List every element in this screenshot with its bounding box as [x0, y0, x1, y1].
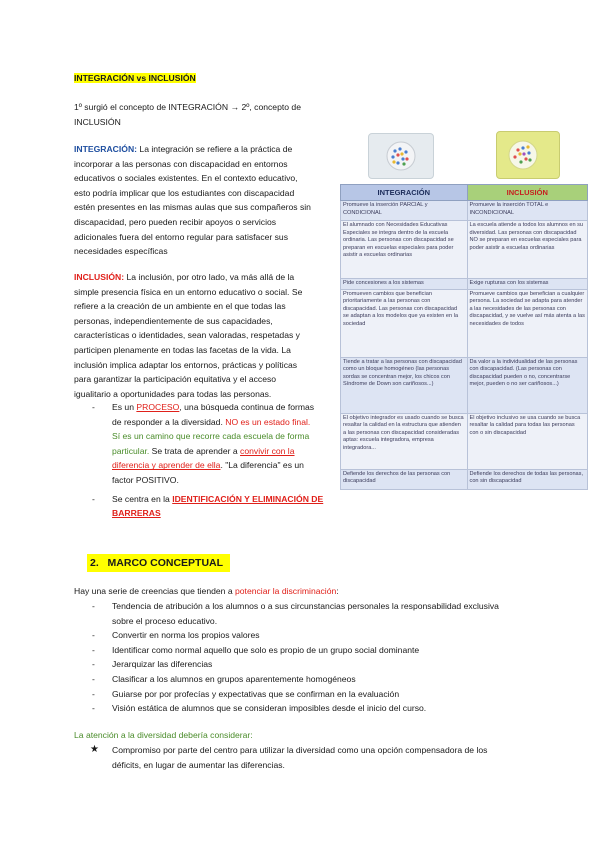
- table-header-integracion: INTEGRACIÓN: [341, 185, 468, 201]
- table-row: Defiende los derechos de las personas con discapacidad Defiende los derechos de todas las personas, con sin discapacidad: [341, 469, 588, 489]
- star-icon: ★: [90, 744, 99, 755]
- table-row: Pide concesiones a los sistemas Exige rupturas con los sistemas: [341, 279, 588, 290]
- inclusion-paragraph: INCLUSIÓN: La inclusión, por otro lado, va más allá de la simple presencia física en un entorno educativo o social. Se refiere a la creación de un ambiente en el que todas las personas, independientemente de sus capacidades, características o identidades, sean valoradas, respetadas y participen plenamente en todas las facetas de la vida. La inclusión implica adaptar los entornos, prácticas y políticas para garantizar la participación equitativa y el acceso igualitario a oportunidades para todas las personas.: [74, 272, 303, 399]
- creencias-list: [90, 599, 580, 716]
- inclusion-bullets: [90, 400, 330, 521]
- list-item: - Guiarse por por profecías y expectativas que se confirman en la evaluación: [92, 688, 400, 699]
- intro-paragraph: 1º surgió el concepto de INTEGRACIÓN → 2º, concepto de INCLUSIÓN: [74, 102, 301, 127]
- list-item: - Tendencia de atribución a los alumnos o a sus circunstancias personales la responsabilidad exclusiva sobre el proceso educativo.: [92, 601, 499, 626]
- table-row: Promueven cambios que benefician prioritariamente a las personas con discapacidad. Las personas con discapacidad se adaptan a los modelos que ya existen en la sociedad Promueve cambios que benefician a cualquier persona. La sociedad se adapta para atender a las necesidades de las personas con discapacidad, y se vuelve así más atenta a las necesidades de todos: [341, 289, 588, 357]
- creencias-intro: Hay una serie de creencias que tienden a potenciar la discriminación:: [74, 586, 339, 596]
- list-item: - Convertir en norma los propios valores: [92, 630, 260, 641]
- list-item: - Visión estática de alumnos que se consideran imposibles desde el inicio del curso.: [92, 703, 427, 714]
- atencion-item: ★ Compromiso por parte del centro para utilizar la diversidad como una opción compensadora de los déficits, en lugar de aumentar las diferencias.: [90, 744, 488, 770]
- inclusion-diagram-icon: [497, 132, 559, 178]
- integracion-paragraph: INTEGRACIÓN: La integración se refiere a la práctica de incorporar a las personas con discapacidad en entornos educativos o sociales existentes. En el contexto educativo, esto podría implicar que los estudiantes con discapacidad estén presentes en las mismas aulas que sus compañeros sin discapacidad, pero pueden recibir apoyos o servicios adicionales fuera del entorno regular para satisfacer sus necesidades específicas: [74, 144, 311, 257]
- section-heading: 2. MARCO CONCEPTUAL: [87, 554, 230, 572]
- table-row: El alumnado con Necesidades Educativas Especiales se integra dentro de la escuela ordinaria. Las personas con discapacidad se preparan en escuelas especiales para poder asistir a escuelas ordinarias La escuela atiende a todos los alumnos en su diversidad. Las personas con discapacidad NO se preparan en escuelas especiales para poder asistir a escuelas ordinarias: [341, 221, 588, 279]
- inclusion-label: INCLUSIÓN:: [74, 272, 125, 282]
- integracion-label: INTEGRACIÓN:: [74, 144, 138, 154]
- table-row: Promueve la inserción PARCIAL y CONDICIONAL Promueve la inserción TOTAL e INCONDICIONAL: [341, 201, 588, 221]
- page-title: INTEGRACIÓN vs INCLUSIÓN: [74, 73, 196, 83]
- list-item: - Es un PROCESO, una búsqueda continua de formas de responder a la diversidad. NO es un estado final. Sí es un camino que recorre cada escuela de forma particular. Se trata de aprender a convivir con la diferencia y aprender de ella. "La diferencia" es un factor POSITIVO.: [92, 402, 315, 485]
- table-row: Tiende a tratar a las personas con discapacidad como un bloque homogéneo (las personas sordas se concentran mejor, los chicos con Síndrome de Down son cariñosos...) Da valor a la individualidad de las personas con discapacidad. (Las personas con discapacidad pueden o no, concentrarse mejor, pueden o no ser cariñosos...): [341, 357, 588, 413]
- list-item: - Se centra en la IDENTIFICACIÓN Y ELIMINACIÓN DE BARRERAS: [92, 493, 324, 519]
- list-item: - Jerarquizar las diferencias: [92, 659, 213, 670]
- list-item: - Identificar como normal aquello que solo es propio de un grupo social dominante: [92, 644, 420, 655]
- inclusion-image: [496, 131, 560, 179]
- list-item: - Clasificar a los alumnos en grupos aparentemente homogéneos: [92, 673, 356, 684]
- table-row: El objetivo integrador es usado cuando se busca resaltar la calidad en la estructura que atienden a las personas con discapacidad consideradas aptas: escuela integradora, empresa integradora... El objetivo inclusivo se usa cuando se busca resaltar la calidad para todas las personas con o sin discapacidad: [341, 413, 588, 469]
- table-header-inclusion: INCLUSIÓN: [467, 185, 587, 201]
- comparison-table: [340, 184, 588, 490]
- integration-image: [368, 133, 434, 179]
- atencion-heading: La atención a la diversidad debería considerar:: [74, 730, 253, 740]
- integration-diagram-icon: [369, 134, 433, 178]
